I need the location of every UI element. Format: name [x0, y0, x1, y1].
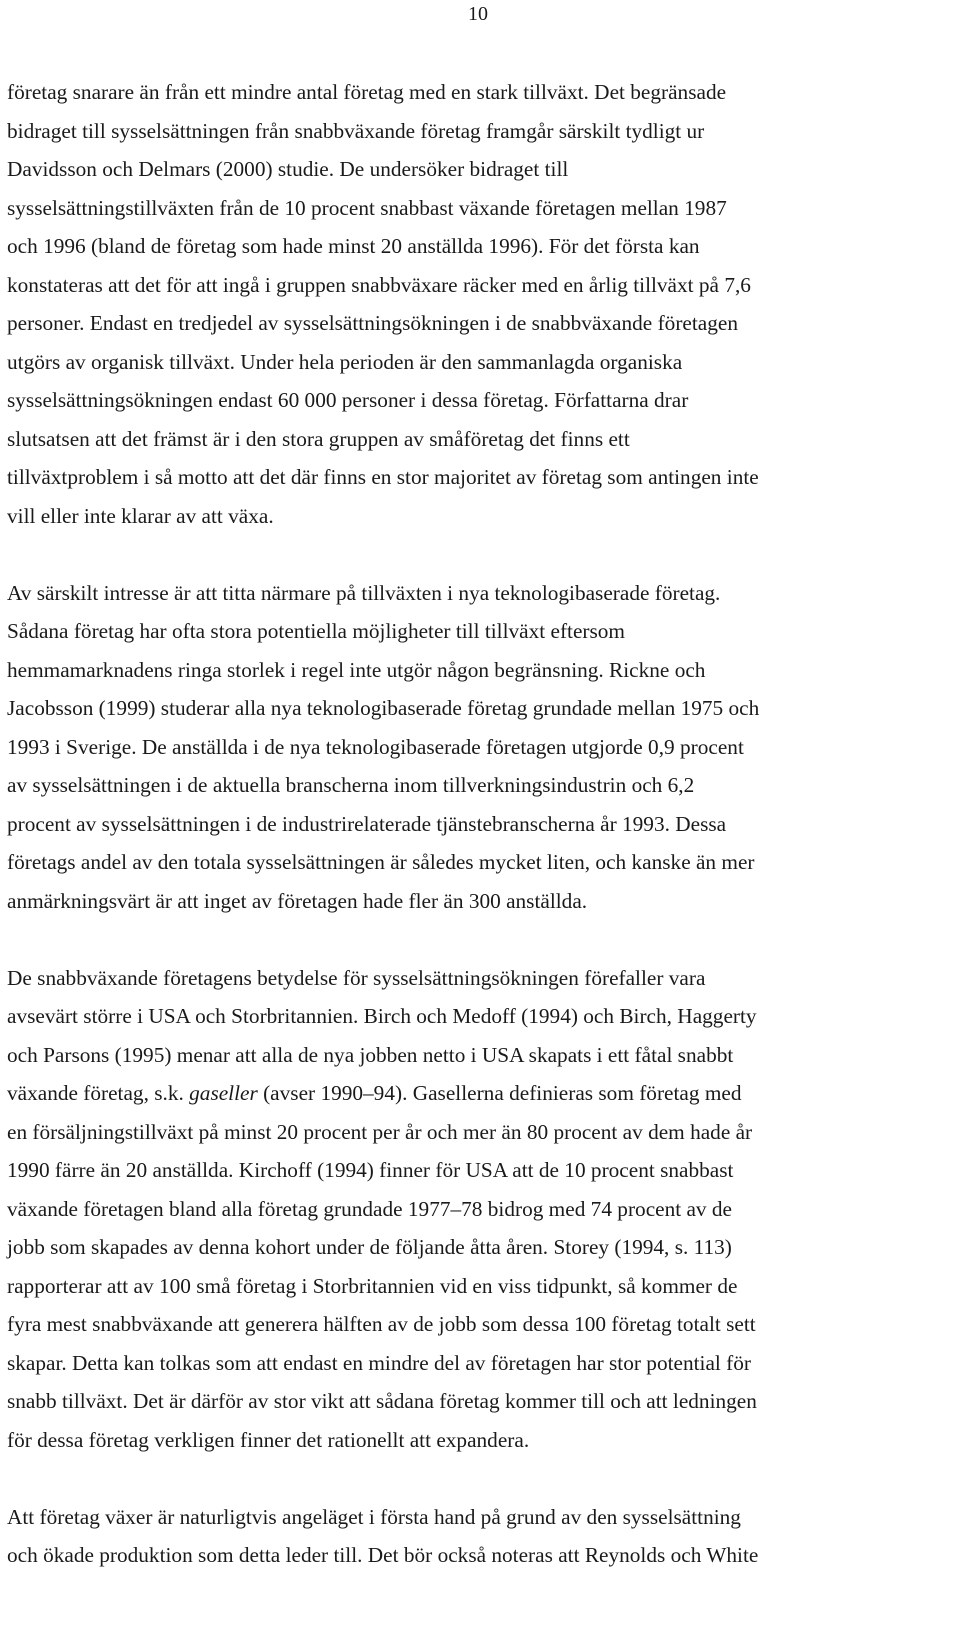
italic-term: gaseller — [189, 1081, 258, 1105]
text-line: rapporterar att av 100 små företag i Storbritannien vid en viss tidpunkt, så kommer de — [7, 1273, 738, 1298]
text-line: skapar. Detta kan tolkas som att endast en mindre del av företagen har stor potential för — [7, 1350, 751, 1375]
text-line: snabb tillväxt. Det är därför av stor vikt att sådana företag kommer till och att ledningen — [7, 1389, 757, 1413]
text-line: av sysselsättningen i de aktuella branscherna inom tillverkningsindustrin och 6,2 — [7, 773, 695, 797]
text-line: och 1996 (bland de företag som hade minst 20 anställda 1996). För det första kan — [7, 234, 700, 258]
text-line: avsevärt större i USA och Storbritannien. Birch och Medoff (1994) och Birch, Haggerty — [7, 1004, 757, 1028]
text-line: Sådana företag har ofta stora potentiella möjligheter till tillväxt eftersom — [7, 619, 625, 643]
body-text — [7, 73, 947, 1575]
text-line: en försäljningstillväxt på minst 20 procent per år och mer än 80 procent av dem hade år — [7, 1119, 753, 1144]
text-line: växande företagen bland alla företag grundade 1977–78 bidrog med 74 procent av de — [7, 1196, 733, 1221]
text-line: Jacobsson (1999) studerar alla nya teknologibaserade företag grundade mellan 1975 och — [7, 696, 760, 720]
text-line: personer. Endast en tredjedel av sysselsättningsökningen i de snabbväxande företagen — [7, 311, 738, 335]
text-line — [7, 1074, 947, 1113]
paragraph — [7, 1498, 947, 1575]
text-line: sysselsättningsökningen endast 60 000 personer i dessa företag. Författarna drar — [7, 388, 689, 412]
text-line: vill eller inte klarar av att växa. — [7, 503, 274, 528]
text-line: och Parsons (1995) menar att alla de nya jobben netto i USA skapats i ett fåtal snabbt — [7, 1042, 734, 1067]
text-line: fyra mest snabbväxande att generera hälften av de jobb som dessa 100 företag totalt sett — [7, 1312, 756, 1336]
paragraph — [7, 959, 947, 1460]
text-line: företags andel av den totala sysselsättningen är således mycket liten, och kanske än mer — [7, 850, 755, 874]
text-line: anmärkningsvärt är att inget av företagen hade fler än 300 anställda. — [7, 888, 588, 913]
text-line: hemmamarknadens ringa storlek i regel inte utgör någon begränsning. Rickne och — [7, 657, 706, 682]
paragraph — [7, 73, 947, 535]
text-line: De snabbväxande företagens betydelse för sysselsättningsökningen förefaller vara — [7, 965, 706, 990]
text-line: jobb som skapades av denna kohort under de följande åtta åren. Storey (1994, s. 113) — [7, 1235, 732, 1259]
text-line: bidraget till sysselsättningen från snabbväxande företag framgår särskilt tydligt ur — [7, 118, 705, 143]
text-line: Att företag växer är naturligtvis angeläget i första hand på grund av den sysselsättning — [7, 1504, 741, 1529]
text-line: Av särskilt intresse är att titta närmare på tillväxten i nya teknologibaserade företag. — [7, 580, 721, 605]
text-segment: växande företag, s.k. — [7, 1081, 190, 1105]
text-line: och ökade produktion som detta leder till. Det bör också noteras att Reynolds och White — [7, 1543, 759, 1567]
page-number: 10 — [468, 3, 488, 25]
text-line: 1990 färre än 20 anställda. Kirchoff (1994) finner för USA att de 10 procent snabbast — [7, 1158, 734, 1182]
paragraph — [7, 574, 947, 921]
text-line: för dessa företag verkligen finner det rationellt att expandera. — [7, 1427, 530, 1452]
text-line: slutsatsen att det främst är i den stora gruppen av småföretag det finns ett — [7, 426, 630, 451]
text-segment: (avser 1990–94). Gasellerna definieras som företag med — [257, 1081, 742, 1105]
text-line: utgörs av organisk tillväxt. Under hela perioden är den sammanlagda organiska — [7, 349, 683, 374]
paragraph-gap — [7, 1459, 947, 1498]
text-line: konstateras att det för att ingå i gruppen snabbväxare räcker med en årlig tillväxt på 7,6 — [7, 272, 751, 297]
paragraph-gap — [7, 535, 947, 574]
text-line: företag snarare än från ett mindre antal företag med en stark tillväxt. Det begränsade — [7, 80, 727, 104]
text-line: Davidsson och Delmars (2000) studie. De undersöker bidraget till — [7, 157, 569, 181]
text-line: tillväxtproblem i så motto att det där finns en stor majoritet av företag som antingen inte — [7, 465, 759, 489]
text-line: 1993 i Sverige. De anställda i de nya teknologibaserade företagen utgjorde 0,9 procent — [7, 734, 744, 759]
text-line: procent av sysselsättningen i de industrirelaterade tjänstebranscherna år 1993. Dessa — [7, 811, 727, 836]
text-line: sysselsättningstillväxten från de 10 procent snabbast växande företagen mellan 1987 — [7, 195, 727, 220]
paragraph-gap — [7, 920, 947, 959]
